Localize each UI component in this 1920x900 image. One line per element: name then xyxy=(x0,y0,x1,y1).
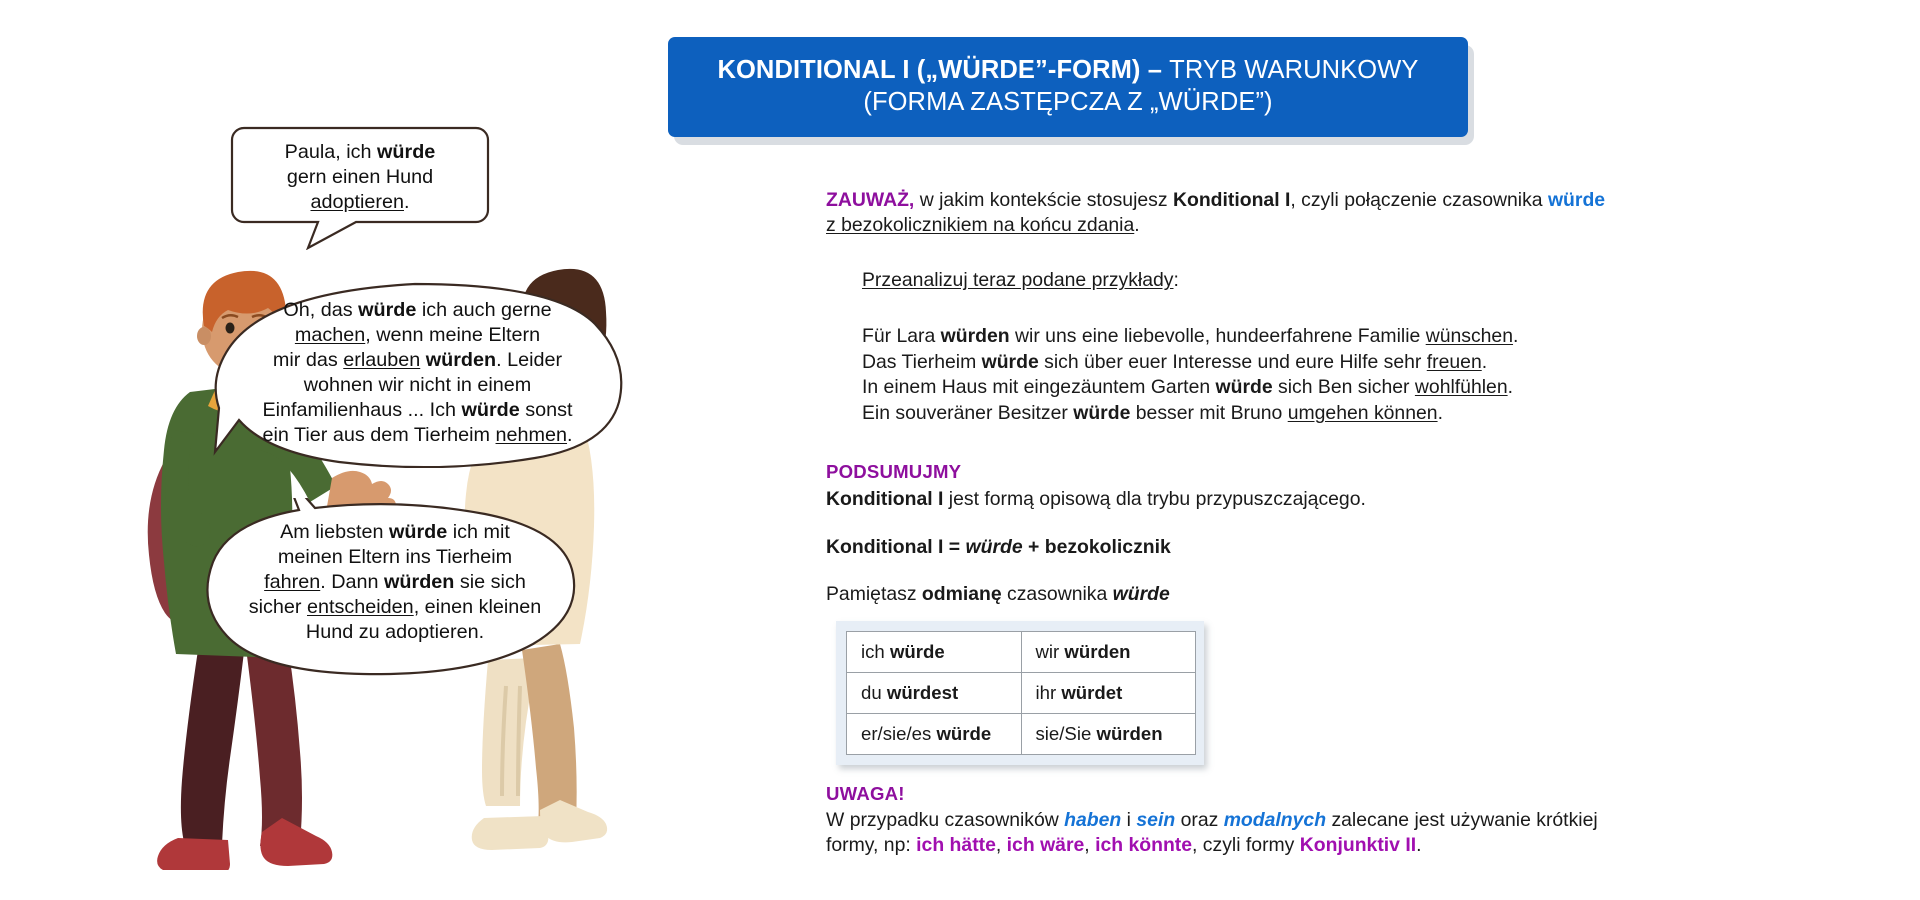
warn-konjunktiv: Konjunktiv II xyxy=(1299,834,1417,857)
ex3-pre: Ein souveräner Besitzer xyxy=(862,402,1074,425)
b3-l3b: würden xyxy=(384,570,455,593)
b2-l3c: würden xyxy=(425,348,497,371)
b2-l1b: würde xyxy=(358,299,417,321)
r1-right-pron: ihr xyxy=(1035,681,1062,703)
table-cell-sg-1 xyxy=(847,631,1022,672)
b3-l3a: . Dann xyxy=(320,570,385,593)
r2-left-pron: er/sie/es xyxy=(861,722,937,744)
warning-heading: UWAGA! xyxy=(826,782,905,804)
speech-bubble-1-text xyxy=(230,140,490,215)
b1-l3end: . xyxy=(404,190,410,213)
warn-l2b: , czyli formy xyxy=(1192,834,1300,857)
notice-text-2: , czyli połączenie czasownika xyxy=(1290,189,1548,211)
summary-line-1 xyxy=(826,487,1696,512)
table-cell-sg-2 xyxy=(847,672,1022,713)
notice-text-1: w jakim kontekście stosujesz xyxy=(914,189,1173,211)
analyze-instruction xyxy=(862,268,1696,293)
summary-term: Konditional I xyxy=(826,488,944,511)
notice-term: Konditional I xyxy=(1172,189,1291,211)
remember-italic-verb: würde xyxy=(1112,582,1170,605)
ex1-mid: sich über euer Interesse und eure Hilfe sehr xyxy=(1038,350,1427,373)
ex2-pre: In einem Haus mit eingezäuntem Garten xyxy=(862,376,1216,399)
b2-l3u: erlauben xyxy=(343,348,421,371)
speech-bubble-2-text xyxy=(220,298,615,448)
table-cell-pl-1 xyxy=(1021,631,1196,672)
b3-l1b: würde xyxy=(388,521,448,543)
b2-l2u: machen xyxy=(294,323,366,346)
title-banner xyxy=(668,37,1468,137)
b3-l5: Hund zu adoptieren. xyxy=(305,620,485,643)
formula-line xyxy=(826,535,1696,560)
ex0-verb: würden xyxy=(940,324,1010,347)
r0-left-verb: würde xyxy=(889,640,945,662)
banner-body xyxy=(668,37,1468,137)
table-cell-pl-3 xyxy=(1021,713,1196,754)
table-row xyxy=(847,713,1196,754)
b2-l6end: . xyxy=(567,423,573,446)
summary-rest: jest formą opisową dla trybu przypuszczającego. xyxy=(943,488,1366,511)
illustration-scene xyxy=(70,130,760,870)
r2-right-verb: würden xyxy=(1096,722,1163,744)
warn-f1: ich hätte xyxy=(916,834,996,857)
banner-line-1 xyxy=(717,55,1418,87)
ex0-mid: wir uns eine liebevolle, hundeerfahrene Familie xyxy=(1009,324,1426,347)
warn-i: i xyxy=(1121,808,1137,831)
r1-left-pron: du xyxy=(861,681,887,703)
example-sentence xyxy=(862,375,1696,401)
ex1-verb: würde xyxy=(981,350,1039,373)
formula-suffix: + bezokolicznik xyxy=(1022,535,1171,558)
b3-l2: meinen Eltern ins Tierheim xyxy=(277,545,513,568)
speech-bubble-3-text xyxy=(215,520,575,645)
warn-f2: ich wäre xyxy=(1006,834,1085,857)
warn-sein: sein xyxy=(1136,808,1176,831)
ex1-pre: Das Tierheim xyxy=(862,350,982,373)
banner-title-regular: TRYB WARUNKOWY xyxy=(1169,56,1419,85)
b2-l2rest: , wenn meine Eltern xyxy=(365,323,541,346)
ex2-mid: sich Ben sicher xyxy=(1272,376,1415,399)
b2-l3a: mir das xyxy=(272,348,344,371)
ex2-post: . xyxy=(1507,376,1514,399)
warn-oraz: oraz xyxy=(1175,808,1224,831)
notice-label: ZAUWAŻ, xyxy=(826,189,915,211)
remember-mid: czasownika xyxy=(1001,582,1113,605)
notice-paragraph xyxy=(826,188,1696,238)
b2-l6u: nehmen xyxy=(495,423,568,446)
table-row xyxy=(847,631,1196,672)
ex2-verb: würde xyxy=(1215,376,1273,399)
warn-sep2: , xyxy=(1084,834,1096,857)
b2-l5c: sonst xyxy=(519,398,573,421)
r0-right-verb: würden xyxy=(1064,640,1131,662)
remember-line xyxy=(826,582,1696,607)
b3-l4b: , einen kleinen xyxy=(413,595,542,618)
warn-l1a: W przypadku czasowników xyxy=(826,808,1065,831)
lesson-content xyxy=(826,188,1696,858)
table-cell-pl-2 xyxy=(1021,672,1196,713)
example-sentence xyxy=(862,350,1696,376)
ex2-underline: wohlfühlen xyxy=(1414,376,1508,399)
b2-l1a: Oh, das xyxy=(283,299,359,321)
ex1-post: . xyxy=(1481,350,1488,373)
banner-title-bold: KONDITIONAL I („WÜRDE”-FORM) – xyxy=(717,56,1170,85)
conjugation-table-wrapper xyxy=(836,621,1204,765)
r2-right-pron: sie/Sie xyxy=(1035,722,1097,744)
example-sentence xyxy=(862,324,1696,350)
r2-left-verb: würde xyxy=(936,722,992,744)
b3-l3u: fahren xyxy=(264,570,321,593)
b2-l4: wohnen wir nicht in einem xyxy=(303,373,532,396)
ex3-verb: würde xyxy=(1073,402,1131,425)
warn-l2a: formy, np: xyxy=(826,834,917,857)
warn-modal: modalnych xyxy=(1223,808,1327,831)
warn-f3: ich könnte xyxy=(1095,834,1193,857)
example-sentence xyxy=(862,401,1696,427)
r1-left-verb: würdest xyxy=(886,681,959,703)
notice-underlined: z bezokolicznikiem na końcu zdania xyxy=(826,214,1135,237)
conjugation-table xyxy=(846,631,1196,755)
summary-heading: PODSUMUJMY xyxy=(826,461,962,483)
b3-l1a: Am liebsten xyxy=(280,521,389,543)
ex3-post: . xyxy=(1437,402,1443,425)
b2-l5a: Einfamilienhaus ... Ich xyxy=(262,398,462,421)
ex0-post: . xyxy=(1513,324,1519,347)
ex3-underline: umgehen können xyxy=(1287,402,1438,425)
b3-l4u: entscheiden xyxy=(307,595,414,618)
ex0-pre: Für Lara xyxy=(862,324,941,347)
b2-l1c: ich auch gerne xyxy=(416,299,552,321)
remember-prefix: Pamiętasz xyxy=(826,582,922,605)
banner-line-2: (FORMA ZASTĘPCZA Z „WÜRDE”) xyxy=(863,88,1273,116)
formula-italic-verb: würde xyxy=(965,535,1023,558)
b2-l5b: würde xyxy=(461,398,520,421)
notice-period: . xyxy=(1134,214,1140,237)
b3-l3c: sie sich xyxy=(454,570,526,593)
r0-left-pron: ich xyxy=(861,640,890,662)
warn-end: . xyxy=(1416,834,1422,857)
formula-prefix: Konditional I = xyxy=(826,535,966,558)
warn-sep1: , xyxy=(995,834,1007,857)
warn-l1b: zalecane jest używanie krótkiej xyxy=(1326,808,1598,831)
b1-l3u: adoptieren xyxy=(310,190,404,213)
ex0-underline: wünschen xyxy=(1425,324,1514,347)
b1-l1a: Paula, ich xyxy=(284,141,378,163)
b2-l3d: . Leider xyxy=(496,348,563,371)
analyze-colon: : xyxy=(1173,269,1179,292)
table-row xyxy=(847,672,1196,713)
remember-bold: odmianę xyxy=(921,582,1002,605)
example-sentences-list xyxy=(862,324,1696,428)
ex3-mid: besser mit Bruno xyxy=(1130,402,1288,425)
table-cell-sg-3 xyxy=(847,713,1022,754)
warn-haben: haben xyxy=(1064,808,1122,831)
b1-l2: gern einen Hund xyxy=(286,165,434,188)
warning-paragraph xyxy=(826,808,1696,858)
b2-l6a: ein Tier aus dem Tierheim xyxy=(262,423,496,446)
r0-right-pron: wir xyxy=(1035,640,1065,662)
notice-highlight: würde xyxy=(1547,189,1606,211)
analyze-underlined: Przeanalizuj teraz podane przykłady xyxy=(862,269,1174,292)
r1-right-verb: würdet xyxy=(1061,681,1123,703)
b3-l1c: ich mit xyxy=(447,521,510,543)
b1-l1b: würde xyxy=(377,141,436,163)
b3-l4a: sicher xyxy=(248,595,307,618)
ex1-underline: freuen xyxy=(1426,350,1482,373)
